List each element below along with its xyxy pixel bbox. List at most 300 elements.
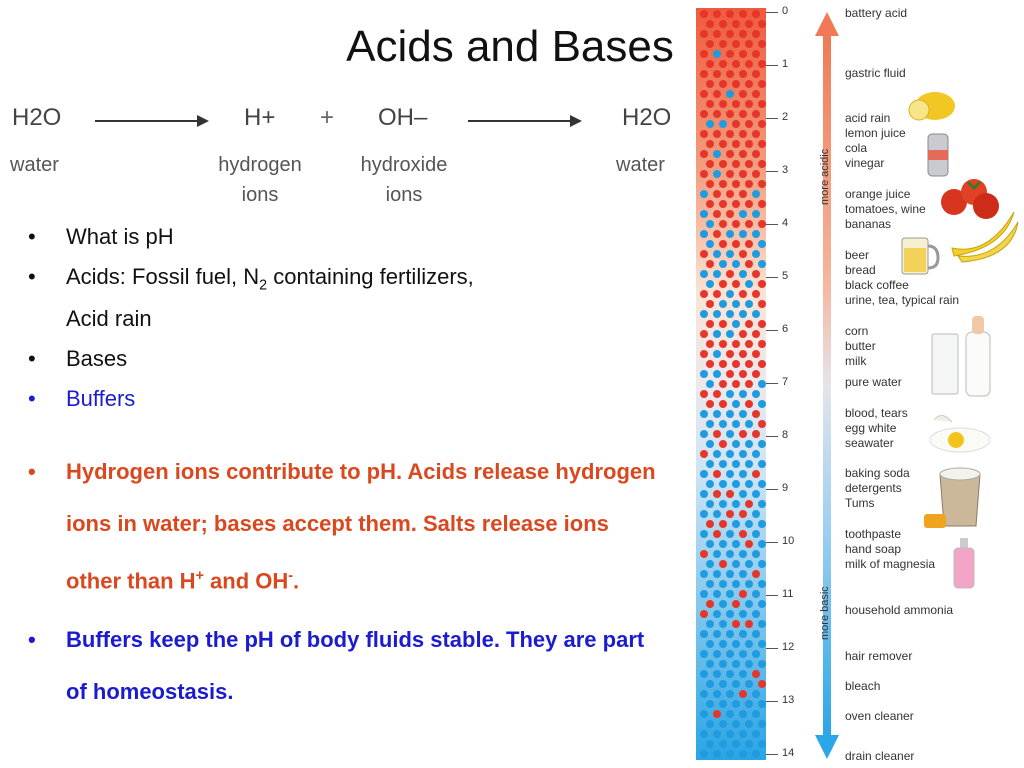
hydrogen-ion-dot [745, 620, 753, 628]
hydrogen-ion-dot [732, 80, 740, 88]
hydrogen-ion-dot [752, 430, 760, 438]
hydroxide-ion-dot [745, 560, 753, 568]
hydroxide-ion-dot [732, 400, 740, 408]
hydroxide-ion-dot [745, 660, 753, 668]
hydrogen-ion-dot [713, 30, 721, 38]
hydroxide-ion-dot [758, 460, 766, 468]
hydrogen-ion-dot [719, 60, 727, 68]
hydroxide-ion-dot [758, 640, 766, 648]
bullet-acids [28, 260, 668, 336]
hydrogen-ion-dot [726, 10, 734, 18]
hydroxide-ion-dot [726, 230, 734, 238]
hydrogen-ion-dot [700, 390, 708, 398]
ph-tick-mark [766, 754, 778, 755]
hydrogen-ion-dot [706, 360, 714, 368]
example-ph9: toothpaste hand soap milk of magnesia [845, 527, 936, 571]
hydroxide-ion-dot [739, 730, 747, 738]
hydrogen-ion-dot [745, 240, 753, 248]
hydroxide-ion-dot [719, 720, 727, 728]
hydrogen-ion-dot [726, 510, 734, 518]
hydrogen-ion-dot [732, 240, 740, 248]
hydroxide-ion-dot [700, 210, 708, 218]
hydrogen-ion-dot [739, 110, 747, 118]
hydrogen-ion-dot [732, 200, 740, 208]
lemon-icon [905, 88, 957, 124]
hydrogen-ion-dot [713, 90, 721, 98]
hydrogen-ion-dot [732, 120, 740, 128]
label-ions-2: ions [385, 184, 423, 206]
reaction-arrow-2 [468, 120, 580, 122]
hydrogen-ion-dot [745, 320, 753, 328]
hydrogen-ion-dot [719, 100, 727, 108]
hydroxide-ion-dot [758, 240, 766, 248]
hydroxide-ion-dot [752, 490, 760, 498]
hydroxide-ion-dot [726, 470, 734, 478]
ph-tick-mark [766, 12, 778, 13]
hydrogen-ion-dot [700, 90, 708, 98]
hydroxide-ion-dot [758, 740, 766, 748]
hydroxide-ion-dot [745, 720, 753, 728]
hydrogen-ion-dot [758, 320, 766, 328]
hydrogen-ion-dot [726, 370, 734, 378]
bullet-buffers-homeostasis [28, 614, 666, 718]
hydrogen-ion-dot [700, 350, 708, 358]
hydroxide-ion-dot [719, 480, 727, 488]
hydrogen-ion-dot [745, 20, 753, 28]
ph-tick-label: 14 [782, 747, 795, 759]
hydroxide-ion-dot [758, 620, 766, 628]
hydrogen-ion-dot [726, 350, 734, 358]
hydrogen-ion-dot [719, 200, 727, 208]
hydroxide-ion-dot [713, 590, 721, 598]
superscript: - [288, 568, 294, 585]
hydrogen-ion-dot [745, 380, 753, 388]
ph-tick-label: 10 [782, 535, 795, 547]
hydroxide-ion-dot [752, 450, 760, 458]
hydrogen-ion-dot [700, 50, 708, 58]
hydroxide-ion-dot [726, 410, 734, 418]
hydrogen-ion-dot [732, 280, 740, 288]
hydroxide-ion-dot [732, 560, 740, 568]
hydroxide-ion-dot [706, 580, 714, 588]
arrow-down-icon [815, 735, 839, 759]
ph-tick-mark [766, 65, 778, 66]
hydrogen-ion-dot [719, 140, 727, 148]
hydroxide-ion-dot [706, 480, 714, 488]
hydroxide-ion-dot [739, 210, 747, 218]
hydrogen-ion-dot [739, 350, 747, 358]
hydrogen-ion-dot [706, 100, 714, 108]
hydroxide-ion-dot [700, 230, 708, 238]
hydroxide-ion-dot [739, 470, 747, 478]
hydroxide-ion-dot [752, 730, 760, 738]
hydrogen-ion-dot [758, 200, 766, 208]
hydrogen-ion-dot [719, 280, 727, 288]
hydroxide-ion-dot [706, 540, 714, 548]
plus-sign: + [320, 104, 335, 131]
ph-tick-mark [766, 542, 778, 543]
hydrogen-ion-dot [758, 280, 766, 288]
hydrogen-ion-dot [752, 330, 760, 338]
hydroxide-ion-dot [745, 600, 753, 608]
hydroxide-ion-dot [726, 590, 734, 598]
ph-tick-label: 13 [782, 694, 795, 706]
hydrogen-ion-dot [732, 340, 740, 348]
hydrogen-ion-dot [700, 10, 708, 18]
hydroxide-ion-dot [732, 320, 740, 328]
hydroxide-ion-dot [752, 550, 760, 558]
hydrogen-ion-dot [739, 530, 747, 538]
hydroxide-ion-dot [758, 580, 766, 588]
hydrogen-ion-dot [732, 600, 740, 608]
hydroxide-ion-dot [700, 730, 708, 738]
example-ph0: battery acid [845, 6, 908, 20]
hydroxide-ion-dot [706, 440, 714, 448]
hydroxide-ion-dot [700, 690, 708, 698]
hydrogen-ion-dot [719, 320, 727, 328]
h2o-right: H2O [622, 104, 672, 131]
hydrogen-ion-dot [700, 110, 708, 118]
hydrogen-ion-dot [713, 70, 721, 78]
hydrogen-ion-dot [758, 340, 766, 348]
hydrogen-ion-dot [700, 550, 708, 558]
hydroxide-ion-dot [732, 740, 740, 748]
hydrogen-ion-dot [706, 140, 714, 148]
bullet-text: containing fertilizers, [267, 264, 474, 289]
hydroxide-ion-dot [739, 650, 747, 658]
hydroxide-ion-dot [732, 420, 740, 428]
hydrogen-ion-dot [706, 400, 714, 408]
ph-tick-label: 0 [782, 5, 789, 17]
hydrogen-ion-dot [700, 170, 708, 178]
hydroxide-ion-dot [739, 490, 747, 498]
hydroxide-ion-dot [732, 520, 740, 528]
ph-tick-label: 1 [782, 58, 789, 70]
hydrogen-ion-dot [713, 390, 721, 398]
hydroxide-ion-dot [752, 390, 760, 398]
hydroxide-ion-dot [713, 750, 721, 758]
hydroxide-ion-dot [752, 250, 760, 258]
hydroxide-ion-dot [758, 500, 766, 508]
hydroxide-ion-dot [719, 540, 727, 548]
hydroxide-ion-dot [758, 440, 766, 448]
hydrogen-ion-dot [726, 50, 734, 58]
hydrogen-ion-dot [739, 70, 747, 78]
hydrogen-ion-dot [732, 40, 740, 48]
hydroxide-ion-dot [700, 590, 708, 598]
hydrogen-ion-dot [719, 160, 727, 168]
h2o-left [12, 104, 61, 132]
hydroxide-ion-dot [752, 650, 760, 658]
hydroxide-ion-dot [745, 640, 753, 648]
hydroxide-ion-dot [706, 220, 714, 228]
hydroxide-ion-dot [713, 170, 721, 178]
hydrogen-ion-dot [758, 680, 766, 688]
more-basic-label: more basic [819, 586, 831, 640]
hydroxide-ion-dot [706, 560, 714, 568]
hydroxide-ion-dot [700, 650, 708, 658]
hydroxide-ion-dot [732, 700, 740, 708]
ph-tick-mark [766, 118, 778, 119]
hydrogen-ion-dot [752, 670, 760, 678]
hydroxide-ion-dot [713, 370, 721, 378]
bullet-bases [28, 342, 668, 376]
bullet-text: and OH [203, 568, 289, 594]
hydrogen-ion-dot [700, 130, 708, 138]
hydroxide-ion-dot [758, 720, 766, 728]
hydrogen-ion-dot [726, 30, 734, 38]
hydroxide-ion-dot [752, 590, 760, 598]
hydroxide-ion-dot [739, 270, 747, 278]
hydrogen-ion-dot [719, 360, 727, 368]
hydroxide-ion-dot [745, 680, 753, 688]
slide-title: Acids and Bases [346, 22, 674, 71]
hydroxide-ion-dot [700, 190, 708, 198]
hydrogen-ion-dot [719, 40, 727, 48]
hydroxide-ion-dot [745, 480, 753, 488]
hydroxide-ion-dot [713, 50, 721, 58]
ph-tick-label: 12 [782, 641, 795, 653]
hydroxide-ion-dot [726, 310, 734, 318]
ph-tick-label: 2 [782, 111, 789, 123]
bullet-text: Bases [66, 346, 128, 372]
hydroxide-ion-dot [713, 630, 721, 638]
hydrogen-ion-dot [739, 250, 747, 258]
ph-tick-mark [766, 648, 778, 649]
hydroxide-ion-dot [726, 90, 734, 98]
ph-tick-label: 3 [782, 164, 789, 176]
example-ph3: orange juice tomatoes, wine bananas [845, 187, 926, 231]
hydroxide-ion-dot [739, 670, 747, 678]
hydroxide-ion-dot [752, 710, 760, 718]
hydrogen-ion-dot [726, 70, 734, 78]
bullet-list [28, 220, 668, 724]
ph-tick-label: 9 [782, 482, 789, 494]
hydrogen-ion-dot [732, 620, 740, 628]
label-hydrogen: hydrogen [218, 154, 302, 176]
hydrogen-ion-dot [700, 290, 708, 298]
hydroxide-ion-dot [726, 710, 734, 718]
example-ph7: blood, tears egg white seawater [845, 406, 908, 450]
hydroxide-ion-dot [713, 550, 721, 558]
hydrogen-ion-dot [700, 30, 708, 38]
hydroxide-ion-dot [732, 580, 740, 588]
hydrogen-ion-dot [758, 40, 766, 48]
milk-glass-bottle-icon [930, 312, 994, 398]
hydroxide-ion-dot [739, 410, 747, 418]
hydrogen-ion-dot [745, 260, 753, 268]
hydrogen-ion-dot [732, 100, 740, 108]
hydroxide-ion-dot [726, 650, 734, 658]
subscript: 2 [259, 277, 268, 294]
label-water-right: water [616, 154, 665, 176]
bucket-icon [922, 462, 988, 532]
ph-tick-mark [766, 436, 778, 437]
hydrogen-ion-dot [745, 40, 753, 48]
arrow-up-icon [815, 12, 839, 36]
hydroxide-ion-dot [745, 580, 753, 588]
hydrogen-ion-dot [726, 490, 734, 498]
hydrogen-ion-dot [752, 50, 760, 58]
hydroxide-ion-dot [706, 280, 714, 288]
hydroxide-ion-dot [758, 560, 766, 568]
hydroxide-ion-dot [726, 290, 734, 298]
hydrogen-ion-dot [706, 600, 714, 608]
hydrogen-ion-dot [713, 130, 721, 138]
hydrogen-ion-dot [745, 140, 753, 148]
hydrogen-ion-dot [726, 210, 734, 218]
ph-tick-mark [766, 701, 778, 702]
hydrogen-ion-dot [752, 350, 760, 358]
hydroxide-ion-dot [700, 490, 708, 498]
hydrogen-ion-dot [706, 80, 714, 88]
example-ph8: baking soda detergents Tums [845, 466, 910, 510]
hydroxide-ion-dot [752, 210, 760, 218]
ph-tick-mark [766, 171, 778, 172]
example-ph11: hair remover [845, 649, 913, 663]
hydrogen-ion-dot [700, 330, 708, 338]
hydrogen-ion-dot [726, 110, 734, 118]
hydroxide-ion-dot [719, 580, 727, 588]
hydroxide-ion-dot [758, 480, 766, 488]
ph-tick-mark [766, 330, 778, 331]
hydrogen-ion-dot [739, 170, 747, 178]
bananas-icon [948, 208, 1022, 264]
hydroxide-ion-dot [726, 530, 734, 538]
hydroxide-ion-dot [719, 300, 727, 308]
hydrogen-ion-dot [752, 90, 760, 98]
hydrogen-ion-dot [706, 160, 714, 168]
ph-tick-mark [766, 595, 778, 596]
hydrogen-ion-dot [719, 220, 727, 228]
hydrogen-ion-dot [745, 200, 753, 208]
hydrogen-ion-dot [719, 80, 727, 88]
hydroxide-ion-dot [752, 630, 760, 638]
example-ph10: household ammonia [845, 603, 954, 617]
hydroxide-ion-dot [726, 430, 734, 438]
hydrogen-ion-dot [700, 610, 708, 618]
hydroxide-ion-dot [739, 550, 747, 558]
hydrogen-ion-dot [732, 220, 740, 228]
hydrogen-ion-dot [739, 290, 747, 298]
hydroxide-ion-dot [706, 420, 714, 428]
bullet-text: Buffers keep the pH of body fluids stable. They are part of homeostasis. [66, 626, 645, 704]
hydroxide-ion-dot [700, 410, 708, 418]
label-water-left: water [10, 154, 59, 176]
hydrogen-ion-dot [719, 340, 727, 348]
bullet-text: . [293, 568, 300, 594]
hydroxide-ion-dot [745, 420, 753, 428]
hydroxide-ion-dot [752, 230, 760, 238]
hydroxide-ion-dot [732, 460, 740, 468]
hydroxide-ion-dot [719, 620, 727, 628]
hydrogen-ion-dot [706, 300, 714, 308]
bullet-text: Hydrogen ions contribute to pH. Acids release hydrogen ions in water; bases accept them. Salts release ions other than H [66, 459, 656, 594]
hydroxide-ion-dot [706, 240, 714, 248]
bullet-text: Buffers [66, 386, 136, 412]
hydroxide-ion-dot [745, 280, 753, 288]
superscript: + [195, 568, 204, 585]
hydroxide-ion-dot [758, 520, 766, 528]
ph-scale-bar [696, 8, 766, 760]
hydroxide-ion-dot [713, 690, 721, 698]
beer-mug-icon [898, 234, 942, 276]
hydrogen-ion-dot [732, 60, 740, 68]
hydroxide-ion-dot [713, 730, 721, 738]
hydrogen-ion-dot [745, 160, 753, 168]
hydroxide-ion-dot [700, 630, 708, 638]
hydroxide-ion-dot [713, 310, 721, 318]
hydroxide-ion-dot [719, 700, 727, 708]
hydroxide-ion-dot [706, 660, 714, 668]
hydrogen-ion-dot [758, 120, 766, 128]
hydroxide-ion-dot [726, 730, 734, 738]
hydroxide-ion-dot [719, 680, 727, 688]
hydroxide-ion-dot [713, 270, 721, 278]
bullet-text: Acid rain [66, 306, 152, 332]
hydrogen-ion-dot [745, 100, 753, 108]
hydroxide-ion-dot [739, 230, 747, 238]
hydrogen-ion-dot [732, 140, 740, 148]
hydroxide-ion-dot [745, 300, 753, 308]
reaction-arrow-1 [95, 120, 207, 122]
hydrogen-ion-dot [706, 20, 714, 28]
hydrogen-ion-dot [719, 20, 727, 28]
hydrogen-ion-dot [758, 420, 766, 428]
hydroxide-ion-dot [732, 540, 740, 548]
hydrogen-ion-dot [726, 170, 734, 178]
hydrogen-ion-dot [706, 520, 714, 528]
hydroxide-ion-dot [758, 380, 766, 388]
example-ph4: beer bread black coffee urine, tea, typical rain [845, 248, 960, 307]
hydrogen-ion-dot [745, 180, 753, 188]
hydroxide-ion-dot [713, 510, 721, 518]
ph-tick-label: 11 [782, 588, 794, 600]
hydrogen-ion-dot [745, 340, 753, 348]
hydrogen-ion-dot [732, 360, 740, 368]
hydroxide-ion-dot [726, 690, 734, 698]
hydroxide-ion-dot [700, 570, 708, 578]
bullet-buffers [28, 382, 668, 416]
hydroxide-ion-dot [758, 400, 766, 408]
hydroxide-ion-dot [719, 500, 727, 508]
ph-tick-mark [766, 489, 778, 490]
hydrogen-ion-dot [758, 140, 766, 148]
hydroxide-ion-dot [752, 690, 760, 698]
ph-tick-label: 5 [782, 270, 789, 282]
hydrogen-ion-dot [752, 370, 760, 378]
hydroxide-ion-dot [739, 750, 747, 758]
hydroxide-ion-dot [719, 260, 727, 268]
example-ph6: pure water [845, 375, 902, 389]
hydroxide-ion-dot [713, 150, 721, 158]
hydrogen-ion-dot [758, 300, 766, 308]
hydroxide-ion-dot [745, 700, 753, 708]
hydroxide-ion-dot [726, 450, 734, 458]
hydroxide-ion-dot [739, 450, 747, 458]
hydrogen-ion-dot [719, 560, 727, 568]
hydrogen-ion-dot [739, 690, 747, 698]
hydroxide-ion-dot [706, 380, 714, 388]
hydroxide-ion-dot [726, 610, 734, 618]
hydroxide-ion-dot [745, 440, 753, 448]
label-hydrogen-ions [205, 150, 315, 210]
hydrogen-ion-dot [713, 530, 721, 538]
hydroxide-ion-dot [719, 740, 727, 748]
hydroxide-ion-dot [758, 660, 766, 668]
hydrogen-ion-dot [758, 160, 766, 168]
hydrogen-ion-dot [726, 150, 734, 158]
